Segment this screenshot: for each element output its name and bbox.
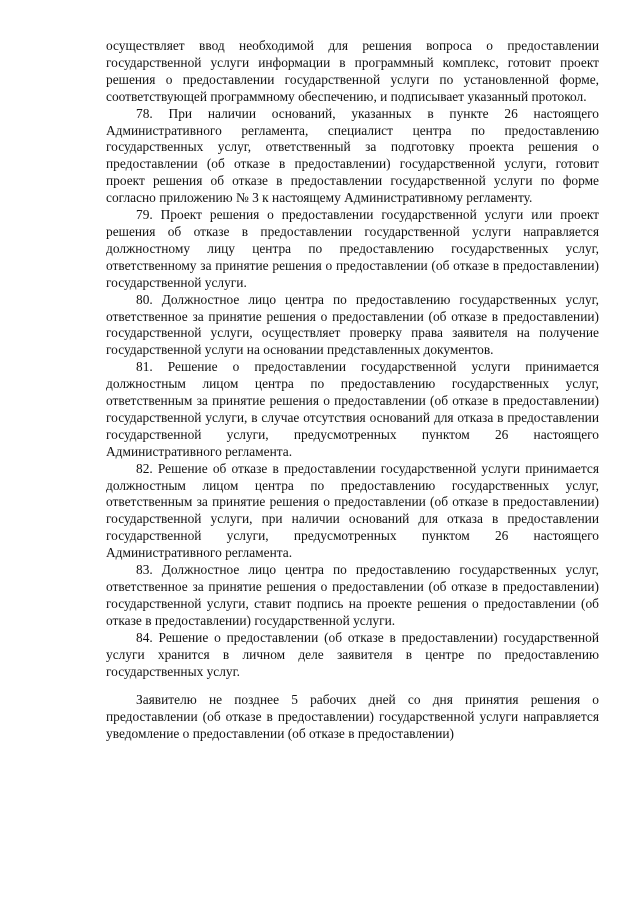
paragraph-79: 79. Проект решения о предоставлении государственной услуги или проект решения об отказе в предоставлении государственной услуги направляется должностному лицу центра по предоставлению государственных услуг, ответственному за принятие решения о предоставлении (об отказе в предоставлении) государственной услуги. xyxy=(106,207,599,290)
paragraph-82: 82. Решение об отказе в предоставлении государственной услуги принимается должностным лицом центра по предоставлению государственных услуг, ответственным за принятие решения о предоставлении (об отказе в предоставлении) государственной услуги, при наличии оснований для отказа в предоставлении государственной услуги, предусмотренных пунктом 26 настоящего Административного регламента. xyxy=(106,460,599,561)
paragraph-78: 78. При наличии оснований, указанных в пункте 26 настоящего Административного регламента, специалист центра по предоставлению государственных услуг, ответственный за подготовку проекта решения о предоставлении (об отказе в предоставлении) государственной услуги, готовит проект решения об отказе в предоставлении государственной услуги по форме согласно приложению № 3 к настоящему Административному регламенту. xyxy=(106,105,599,206)
paragraph-81: 81. Решение о предоставлении государственной услуги принимается должностным лицом центра по предоставлению государственных услуг, ответственным за принятие решения о предоставлении (об отказе в предоставлении) государственной услуги, в случае отсутствия оснований для отказа в предоставлении государственной услуги, предусмотренных пунктом 26 настоящего Административного регламента. xyxy=(106,359,599,459)
paragraph-notification: Заявителю не позднее 5 рабочих дней со дня принятия решения о предоставлении (об отказе в предоставлении) государственной услуги направляется уведомление о предоставлении (об отказе в предоставлении) xyxy=(106,692,599,742)
paragraph-83: 83. Должностное лицо центра по предоставлению государственных услуг, ответственное за принятие решения о предоставлении (об отказе в предоставлении) государственной услуги, ставит подпись на проекте решения о предоставлении (об отказе в предоставлении) государственной услуги. xyxy=(106,562,599,628)
document-page xyxy=(106,38,599,743)
paragraph-80: 80. Должностное лицо центра по предоставлению государственных услуг, ответственное за принятие решения о предоставлении (об отказе в предоставлении) государственной услуги, осуществляет проверку права заявителя на получение государственной услуги на основании представленных документов. xyxy=(106,291,599,358)
paragraph-continuation: осуществляет ввод необходимой для решения вопроса о предоставлении государственной услуги информации в программный комплекс, готовит проект решения о предоставлении государственной услуги по установленной форме, соответствующей программному обеспечению, и подписывает указанный протокол. xyxy=(106,38,599,104)
paragraph-84: 84. Решение о предоставлении (об отказе в предоставлении) государственной услуги хранится в личном деле заявителя в центре по предоставлению государственных услуг. xyxy=(106,629,599,679)
